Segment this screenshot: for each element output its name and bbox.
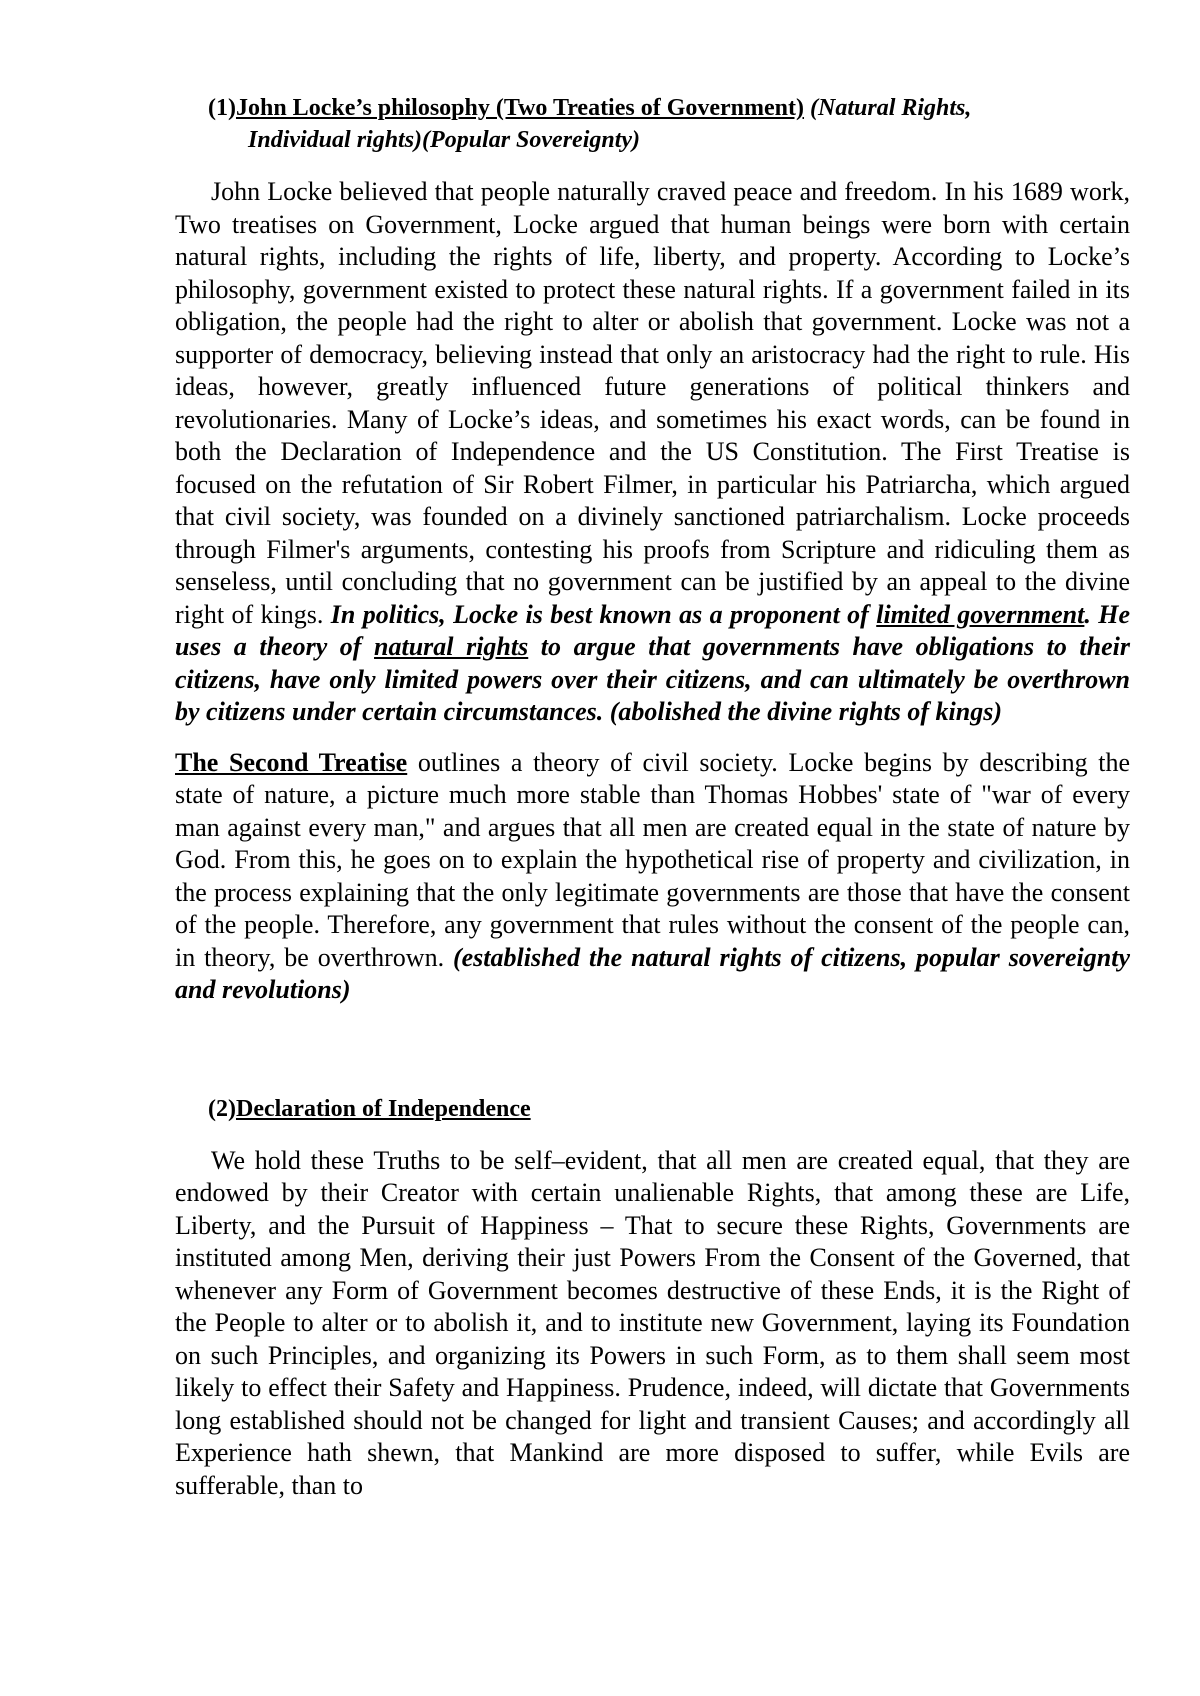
emphasis-text: (established the natural rights of citizens, popular sovereignty and revolutions) [175,942,1130,1004]
section-1-paragraph-1 [175,176,1130,729]
section-2-title: Declaration of Independence [235,1095,531,1122]
section-2-heading [175,1093,1130,1125]
emphasis-text: . He uses a theory of [175,599,1131,661]
paragraph-text: outlines a theory of civil society. Locke begins by describing the state of nature, a picture much more stable than Thomas Hobbes' state of "war of every man against every man," and argues that all men are created equal in the state of nature by God. From this, he goes on to explain the hypothetical rise of property and civilization, in the process explaining that the only legitimate governments are those that have the consent of the people. Therefore, any government that rules without the consent of the people can, in theory, be overthrown. [175,747,1130,972]
section-1-subtitle-a: (Natural Rights, [804,95,972,121]
section-1-title: John Locke’s philosophy (Two Treaties of Government) [235,95,805,121]
section-2-number: (2) [208,1095,236,1122]
section-2-paragraph-1: We hold these Truths to be self–evident, that all men are created equal, that they are endowed by their Creator with certain unalienable Rights, that among these are Life, Liberty, and the Pursuit of Happiness – That to secure these Rights, Governments are instituted among Men, deriving their just Powers From the Consent of the Governed, that whenever any Form of Government becomes destructive of these Ends, it is the Right of the People to alter or to abolish it, and to institute new Government, laying its Foundation on such Principles, and organizing its Powers in such Form, as to them shall seem most likely to effect their Safety and Happiness. Prudence, indeed, will dictate that Governments long established should not be changed for light and transient Causes; and accordingly all Experience hath shewn, that Mankind are more disposed to suffer, while Evils are sufferable, than to [175,1145,1130,1500]
section-1-subtitle-b: Individual rights)(Popular Sovereignty) [248,127,641,153]
section-1-number: (1) [208,95,236,121]
document-body [175,92,1130,1502]
emphasis-text: to argue that governments have obligations to their citizens, have only limited powers over their citizens, and can ultimately be overthrown by citizens under certain circumstances. (abolished the divine rights of kings) [175,632,1130,726]
section-1-paragraph-2 [175,747,1130,1007]
emphasis-underlined-text: limited government [876,599,1085,629]
paragraph-text: John Locke believed that people naturally craved peace and freedom. In his 1689 work, Two treatises on Government, Locke argued that human beings were born with certain natural rights, including the rights of life, liberty, and property. According to Locke’s philosophy, government existed to protect these natural rights. If a government failed in its obligation, the people had the right to alter or abolish that government. Locke was not a supporter of democracy, believing instead that only an aristocracy had the right to rule. His ideas, however, greatly influenced future generations of political thinkers and revolutionaries. Many of Locke’s ideas, and sometimes his exact words, can be found in both the Declaration of Independence and the US Constitution. The First Treatise is focused on the refutation of Sir Robert Filmer, in particular his Patriarcha, which argued that civil society, was founded on a divinely sanctioned patriarchalism. Locke proceeds through Filmer's arguments, contesting his proofs from Scripture and ridiculing them as senseless, until concluding that no government can be justified by an appeal to the divine right of kings. [175,177,1130,629]
emphasis-text: In politics, Locke is best known as a proponent of [330,599,877,629]
second-treatise-lead: The Second Treatise [175,747,408,777]
emphasis-underlined-text: natural rights [374,632,529,661]
section-1-heading [175,92,1130,156]
